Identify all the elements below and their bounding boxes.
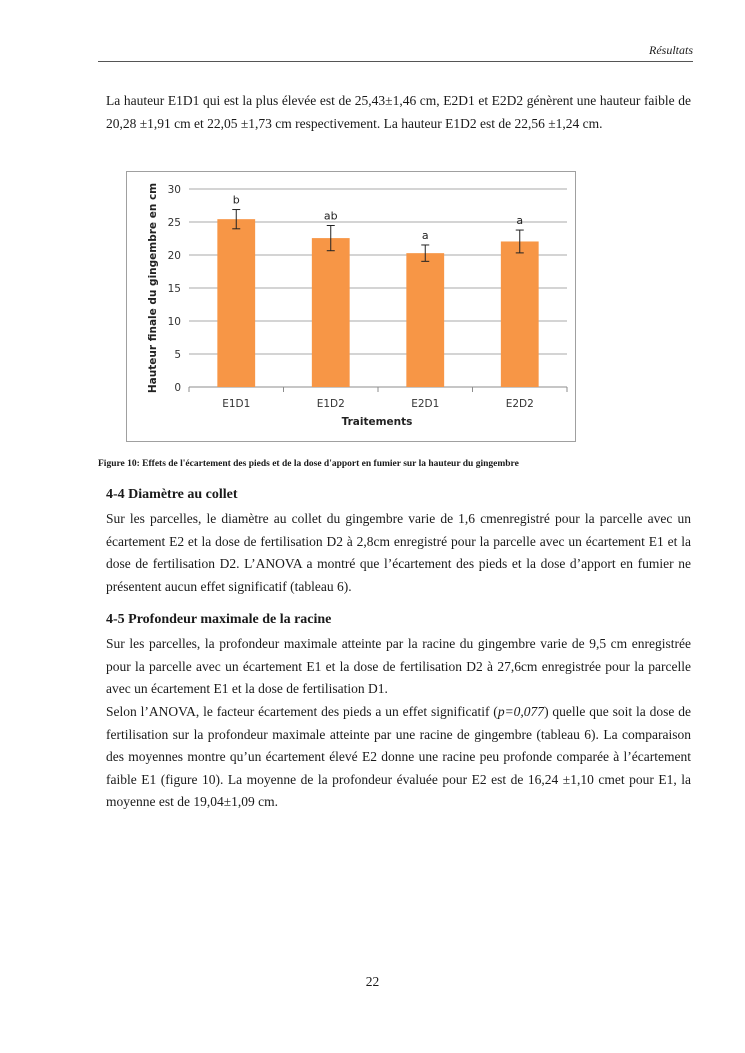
bar-e1d1	[217, 219, 255, 387]
bar-e2d2	[501, 241, 539, 387]
section-profondeur-body-1: Sur les parcelles, la profondeur maximale atteinte par la racine du gingembre varie de 9,5 cm enregistrée pour la parcelle avec un écartement E1 et la dose de fertilisation D2 à 27,6cm enregistrée pour la parcelle avec un écartement E1 et la dose de fertilisation D1.	[106, 636, 691, 696]
height-bar-chart	[126, 171, 576, 442]
running-header-title: Résultats	[649, 43, 693, 57]
significance-letter: a	[516, 214, 524, 228]
y-tick-label: 0	[174, 382, 181, 394]
y-tick-label: 30	[167, 184, 181, 196]
x-tick-label: E2D2	[505, 398, 534, 410]
figure-caption: Figure 10: Effets de l'écartement des pieds et de la dose d'apport en fumier sur la hauteur du gingembre	[98, 459, 519, 469]
x-tick-label: E1D1	[222, 398, 251, 410]
p-value: p=0,077	[497, 704, 545, 719]
y-tick-label: 10	[167, 316, 181, 328]
intro-paragraph: La hauteur E1D1 qui est la plus élevée est de 25,43±1,46 cm, E2D1 et E2D2 génèrent une hauteur faible de 20,28 ±1,91 cm et 22,05 ±1,73 cm respectivement. La hauteur E1D2 est de 22,56 ±1,24 cm.	[106, 93, 691, 131]
y-tick-label: 20	[167, 250, 181, 262]
significance-letter: a	[421, 228, 429, 242]
section-heading-diametre: 4-4 Diamètre au collet	[106, 487, 238, 502]
y-tick-label: 5	[174, 349, 181, 361]
y-axis-title: Hauteur finale du gingembre en cm	[147, 182, 159, 394]
significance-letter: b	[232, 193, 240, 207]
x-axis-title: Traitements	[341, 416, 413, 428]
body-2-rest: ) quelle que soit la dose de fertilisation sur la profondeur maximale atteinte par une racine de gingembre (tableau 6). La comparaison des moyennes montre qu’un écartement élevé E2 donne une racine peu profonde comparée à l’écartement faible E1 (figure 10). La moyenne de la profondeur évaluée pour E2 est de 16,24 ±1,10 cmet pour E1, la moyenne est de 19,04±1,09 cm.	[106, 704, 691, 809]
page-number: 22	[365, 974, 380, 989]
section-heading-profondeur: 4-5 Profondeur maximale de la racine	[106, 612, 332, 627]
chart-svg	[127, 172, 577, 443]
body-2-lead: Selon l’ANOVA, le facteur écartement des pieds a un effet significatif (	[106, 704, 498, 719]
section-profondeur-body-2	[106, 701, 691, 814]
bar-e1d2	[312, 238, 350, 387]
x-tick-label: E1D2	[316, 398, 345, 410]
y-tick-label: 25	[167, 217, 181, 229]
significance-letter: ab	[323, 209, 338, 223]
x-tick-label: E2D1	[411, 398, 440, 410]
y-tick-label: 15	[167, 283, 181, 295]
section-diametre-body: Sur les parcelles, le diamètre au collet du gingembre varie de 1,6 cmenregistré pour la parcelle avec un écartement E2 et la dose de fertilisation D2 à 2,8cm enregistré pour la parcelle avec un écartement E1 et la dose de fertilisation D2. L’ANOVA a montré que l’écartement des pieds et la dose d’apport en fumier ne présentent aucun effet significatif (tableau 6).	[106, 511, 691, 594]
bar-e2d1	[406, 253, 444, 387]
header-rule	[98, 61, 693, 62]
